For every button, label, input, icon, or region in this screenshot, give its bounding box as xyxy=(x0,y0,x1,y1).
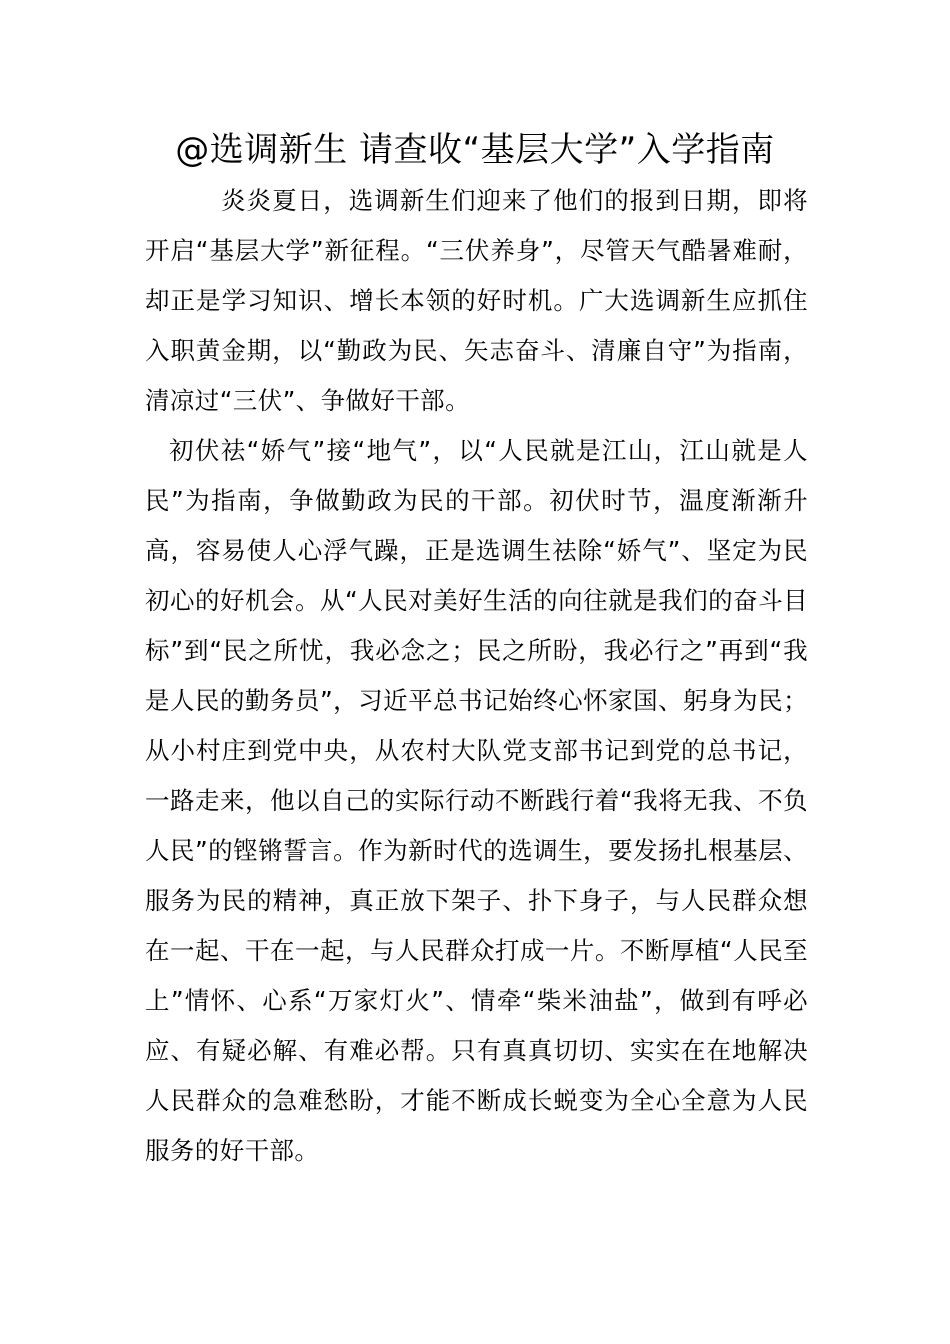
document-body xyxy=(145,176,808,1176)
paragraph-intro: 炎炎夏日，选调新生们迎来了他们的报到日期，即将开启“基层大学”新征程。“三伏养身”，尽管天气酷暑难耐，却正是学习知识、增长本领的好时机。广大选调新生应抓住入职黄金期，以“勤政为民、矢志奋斗、清廉自守”为指南，清凉过“三伏”、争做好干部。 xyxy=(145,186,808,415)
paragraph-first-dog-days: 初伏祛“娇气”接“地气”，以“人民就是江山，江山就是人民”为指南，争做勤政为民的干部。初伏时节，温度渐渐升高，容易使人心浮气躁，正是选调生祛除“娇气”、坚定为民初心的好机会。从“人民对美好生活的向往就是我们的奋斗目标”到“民之所忧，我必念之；民之所盼，我必行之”再到“我是人民的勤务员”，习近平总书记始终心怀家国、躬身为民；从小村庄到党中央，从农村大队党支部书记到党的总书记，一路走来，他以自己的实际行动不断践行着“我将无我、不负人民”的铿锵誓言。作为新时代的选调生，要发扬扎根基层、服务为民的精神，真正放下架子、扑下身子，与人民群众想在一起、干在一起，与人民群众打成一片。不断厚植“人民至上”情怀、心系“万家灯火”、情牵“柴米油盐”，做到有呼必应、有疑必解、有难必帮。只有真真切切、实实在在地解决人民群众的急难愁盼，才能不断成长蜕变为全心全意为人民服务的好干部。 xyxy=(145,436,808,1165)
document-title: @选调新生 请查收“基层大学”入学指南 xyxy=(175,130,775,170)
